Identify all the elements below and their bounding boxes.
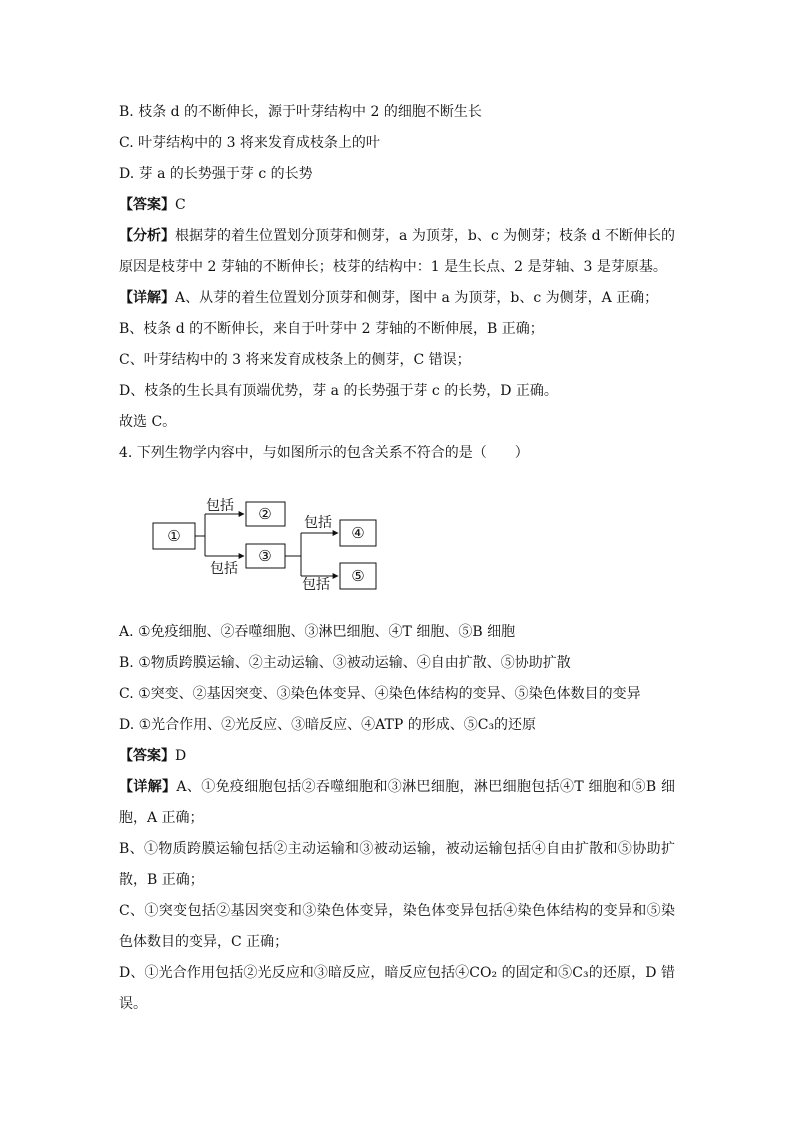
edge-label-3-4: 包括: [304, 515, 332, 531]
q4-detail-d: D、①光合作用包括②光反应和③暗反应，暗反应包括④CO₂ 的固定和⑤C₃的还原，D 错误。: [119, 965, 675, 1012]
detail-a-text: A、从芽的着生位置划分顶芽和侧芽，图中 a 为顶芽，b、c 为侧芽，A 正确；: [175, 290, 659, 306]
analysis-text: 根据芽的着生位置划分顶芽和侧芽，a 为顶芽，b、c 为侧芽；枝条 d 不断伸长的原因是枝芽中 2 芽轴的不断伸长；枝芽的结构中：1 是生长点、2 是芽轴、3 是芽原基。: [119, 228, 675, 275]
q3-detail-d: D、枝条的生长具有顶端优势，芽 a 的长势强于芽 c 的长势，D 正确。: [119, 383, 558, 399]
edge-label-1-2: 包括: [206, 498, 234, 514]
answer-value: C: [175, 197, 186, 213]
detail-a-text: A、①免疫细胞包括②吞噬细胞和③淋巴细胞，淋巴细胞包括④T 细胞和⑤B 细胞，A 正确；: [119, 779, 675, 826]
q3-answer: [119, 195, 186, 215]
q3-detail-b: B、枝条 d 的不断伸长，来自于叶芽中 2 芽轴的不断伸展，B 正确；: [119, 321, 544, 337]
q4-option-d: D. ①光合作用、②光反应、③暗反应、④ATP 的形成、⑤C₃的还原: [119, 717, 537, 733]
q4-answer: [119, 746, 186, 766]
answer-label: 【答案】: [119, 197, 175, 213]
q4-option-a: A. ①免疫细胞、②吞噬细胞、③淋巴细胞、④T 细胞、⑤B 细胞: [119, 624, 516, 640]
answer-label: 【答案】: [119, 748, 175, 764]
node-4-label: ④: [351, 524, 365, 542]
q3-detail-a: [119, 288, 658, 308]
q4-detail-b: B、①物质跨膜运输包括②主动运输和③被动运输，被动运输包括④自由扩散和⑤协助扩散，B 正确；: [119, 841, 675, 888]
q3-detail-c: C、叶芽结构中的 3 将来发育成枝条上的侧芽，C 错误；: [119, 352, 471, 368]
q4-detail-c: C、①突变包括②基因突变和③染色体变异，染色体变异包括④染色体结构的变异和⑤染色体数目的变异，C 正确；: [119, 903, 675, 950]
q4-detail-a: [119, 772, 675, 834]
q3-option-c: C. 叶芽结构中的 3 将来发育成枝条上的叶: [119, 135, 380, 151]
q3-option-b: B. 枝条 d 的不断伸长，源于叶芽结构中 2 的细胞不断生长: [119, 104, 482, 120]
q4-option-c: C. ①突变、②基因突变、③染色体变异、④染色体结构的变异、⑤染色体数目的变异: [119, 686, 641, 702]
q3-conclusion: 故选 C。: [119, 414, 177, 430]
edge-label-3-5: 包括: [302, 577, 330, 593]
detail-label: 【详解】: [119, 290, 175, 306]
edge-label-1-3: 包括: [210, 561, 238, 577]
node-2-label: ②: [258, 505, 272, 523]
q4-option-b: B. ①物质跨膜运输、②主动运输、③被动运输、④自由扩散、⑤协助扩散: [119, 655, 571, 671]
inclusion-diagram: [140, 490, 400, 600]
detail-label: 【详解】: [119, 779, 177, 795]
analysis-label: 【分析】: [119, 228, 176, 244]
q4-stem: 4. 下列生物学内容中，与如图所示的包含关系不符合的是（ ）: [119, 445, 529, 461]
answer-value: D: [175, 748, 187, 764]
node-3-label: ③: [258, 547, 272, 565]
node-1-label: ①: [167, 527, 181, 545]
q3-analysis: [119, 221, 675, 283]
node-5-label: ⑤: [351, 567, 365, 585]
q3-option-d: D. 芽 a 的长势强于芽 c 的长势: [119, 166, 313, 182]
